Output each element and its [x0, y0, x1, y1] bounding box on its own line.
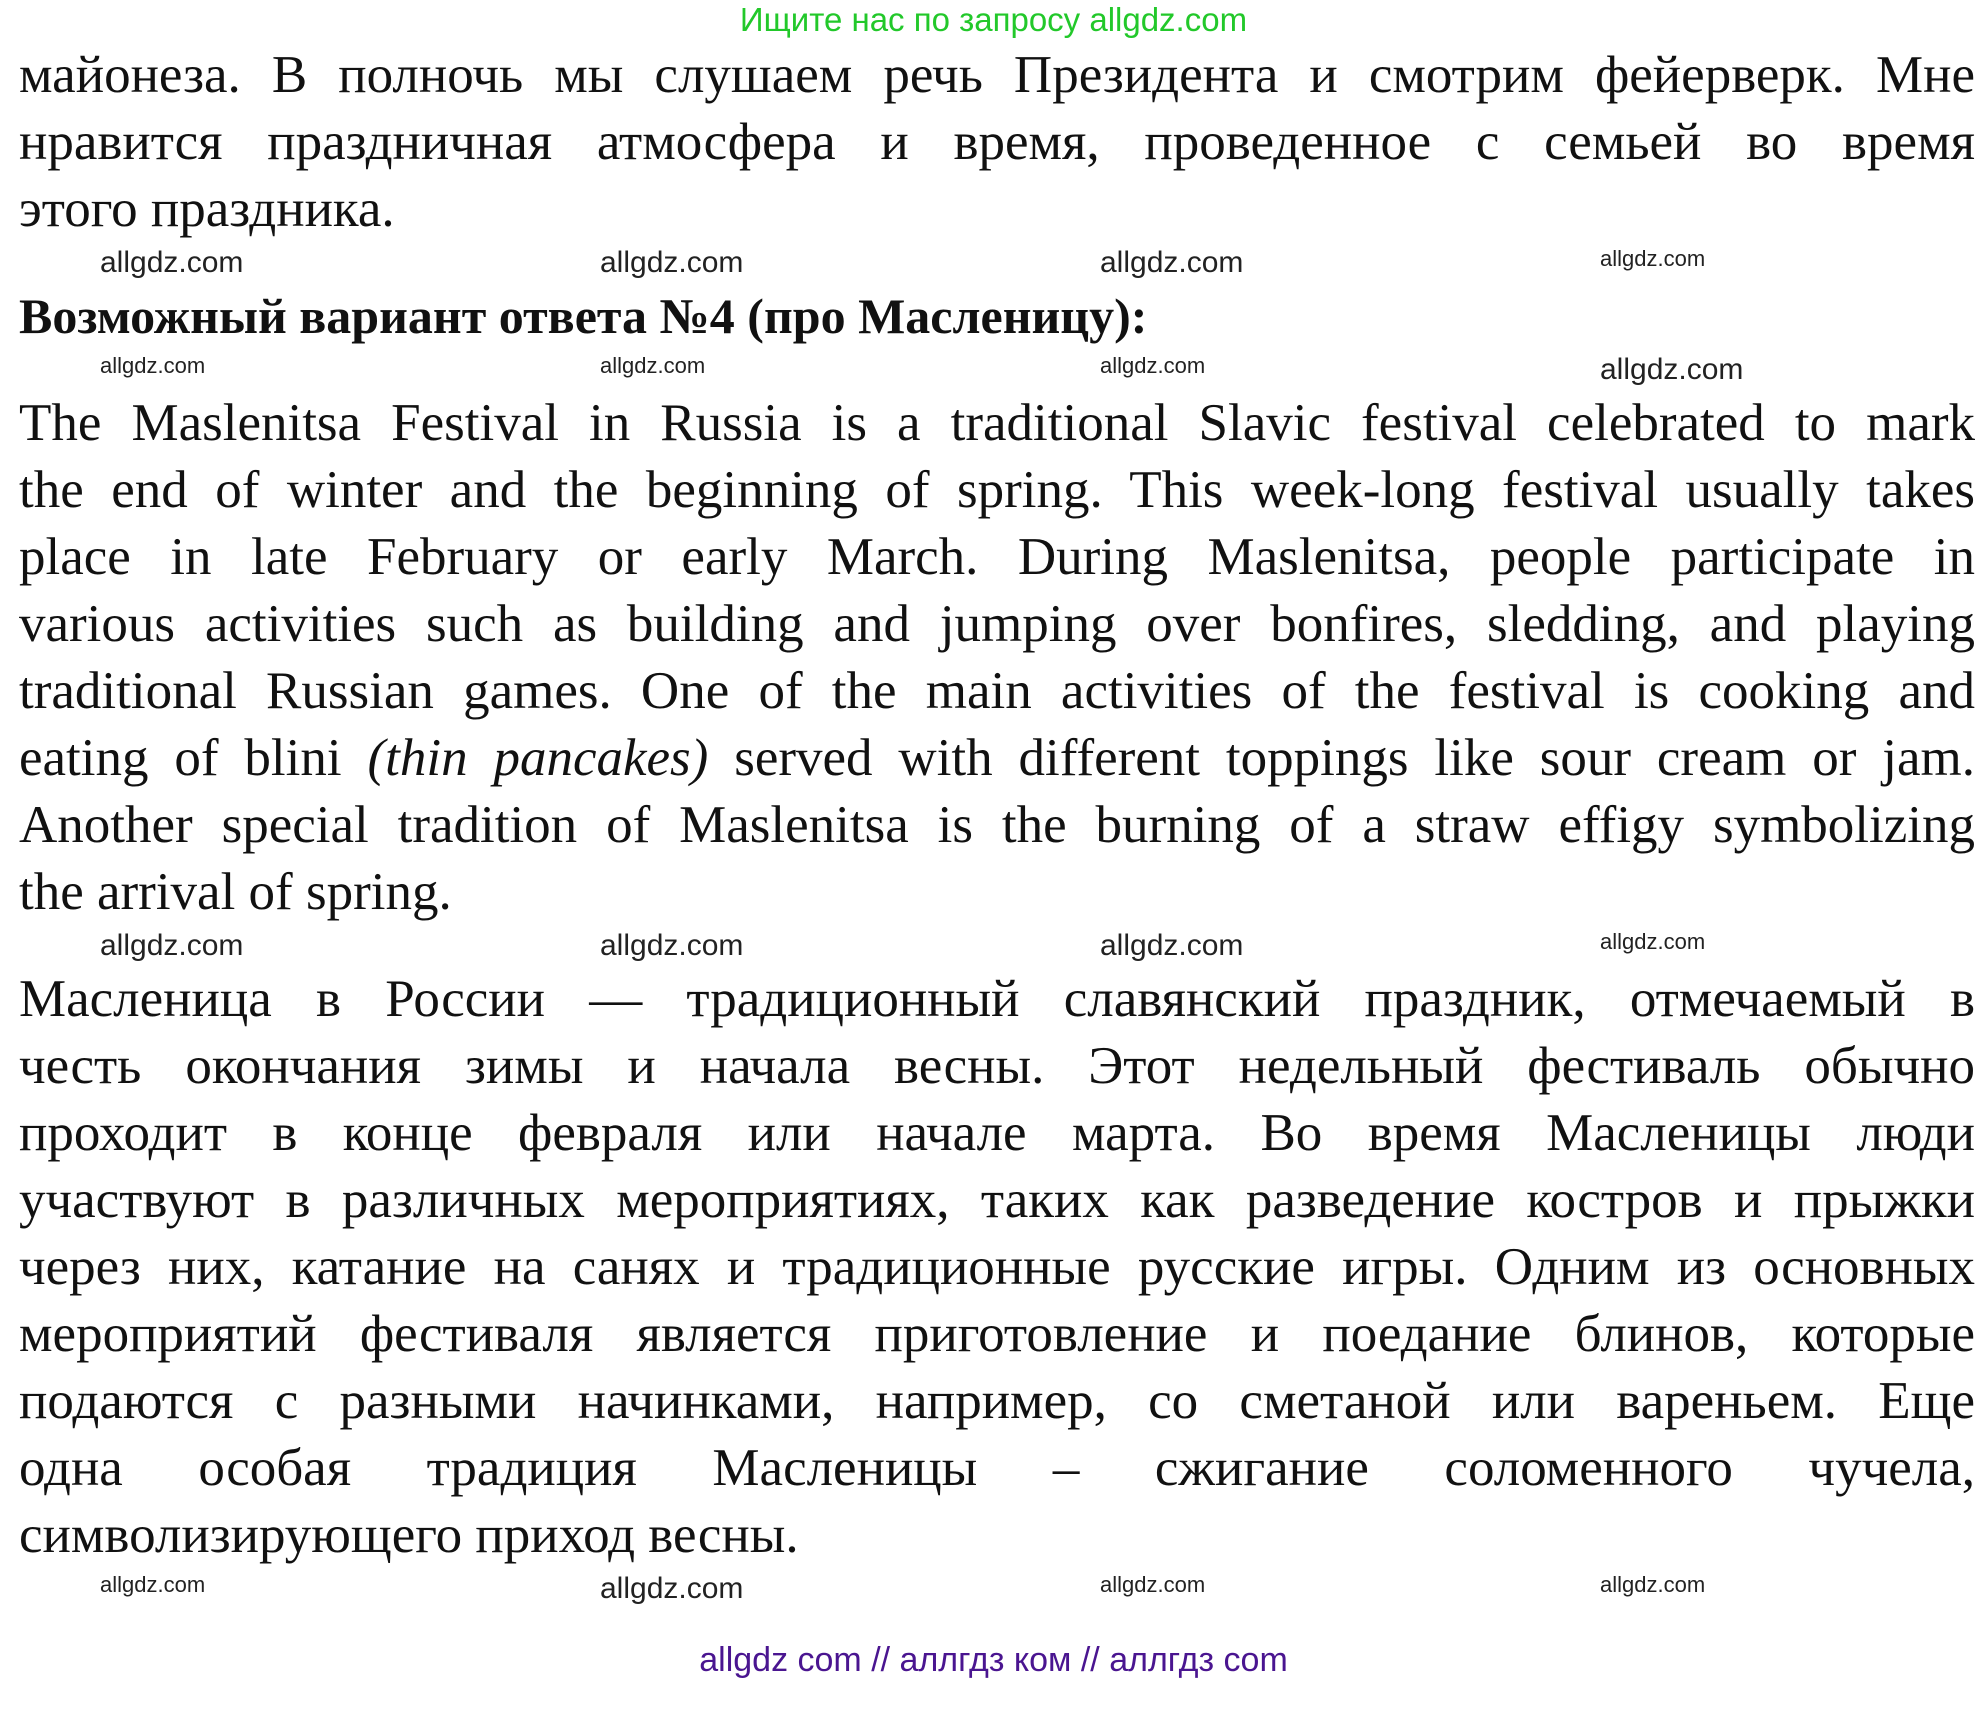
watermark: allgdz.com	[100, 929, 244, 962]
text-line: the arrival of spring.	[19, 863, 452, 921]
footer-links: allgdz com // аллгдз ком // аллгдз com	[699, 1641, 1288, 1679]
text-line: одна особая традиция Масленицы – сжигание соломенного чучела,	[19, 1439, 1975, 1497]
answer-heading: Возможный вариант ответа №4 (про Масленицу):	[19, 288, 1148, 344]
watermark: allgdz.com	[600, 353, 706, 378]
text-segment: served with different toppings like sour cream or jam.	[708, 729, 1975, 787]
text-line: various activities such as building and jumping over bonfires, sledding, and playing	[19, 595, 1975, 653]
watermark: allgdz.com	[1100, 1572, 1206, 1597]
watermark: allgdz.com	[600, 1572, 744, 1605]
text-line: подаются с разными начинками, например, со сметаной или вареньем. Еще	[19, 1372, 1975, 1430]
text-line: traditional Russian games. One of the main activities of the festival is cooking and	[19, 662, 1975, 720]
intro-paragraph	[19, 42, 1975, 243]
search-banner: Ищите нас по запросу allgdz.com	[739, 1, 1248, 38]
text-line: Масленица в России — традиционный славянский праздник, отмечаемый в	[19, 970, 1975, 1028]
text-line: майонеза. В полночь мы слушаем речь Президента и смотрим фейерверк. Мне	[19, 46, 1975, 104]
text-line: the end of winter and the beginning of spring. This week-long festival usually takes	[19, 461, 1975, 519]
watermark: allgdz.com	[1100, 929, 1244, 962]
text-line: place in late February or early March. During Maslenitsa, people participate in	[19, 528, 1975, 586]
watermark: allgdz.com	[1600, 1572, 1706, 1597]
text-line: через них, катание на санях и традиционные русские игры. Одним из основных	[19, 1238, 1975, 1296]
russian-paragraph	[19, 966, 1975, 1569]
text-line: символизирующего приход весны.	[19, 1506, 799, 1564]
watermark: allgdz.com	[1100, 353, 1206, 378]
text-line: проходит в конце февраля или начале марта. Во время Масленицы люди	[19, 1104, 1975, 1162]
text-line: Another special tradition of Maslenitsa is the burning of a straw effigy symbolizing	[19, 796, 1975, 854]
watermark: allgdz.com	[100, 1572, 206, 1597]
text-line: мероприятий фестиваля является приготовление и поедание блинов, которые	[19, 1305, 1975, 1363]
watermark: allgdz.com	[1600, 929, 1706, 954]
english-paragraph	[19, 390, 1975, 926]
watermark: allgdz.com	[100, 353, 206, 378]
text-line: этого праздника.	[19, 180, 395, 238]
text-line: нравится праздничная атмосфера и время, проведенное с семьей во время	[19, 113, 1975, 171]
text-line: The Maslenitsa Festival in Russia is a traditional Slavic festival celebrated to mark	[19, 394, 1975, 452]
watermark: allgdz.com	[100, 246, 244, 279]
text-line	[19, 725, 1975, 792]
watermark: allgdz.com	[1600, 353, 1744, 386]
text-segment: eating of blini	[19, 729, 368, 787]
italic-gloss: (thin pancakes)	[367, 729, 709, 787]
watermark: allgdz.com	[1100, 246, 1244, 279]
watermark: allgdz.com	[600, 246, 744, 279]
watermark: allgdz.com	[600, 929, 744, 962]
text-line: честь окончания зимы и начала весны. Этот недельный фестиваль обычно	[19, 1037, 1975, 1095]
text-line: участвуют в различных мероприятиях, таких как разведение костров и прыжки	[19, 1171, 1975, 1229]
watermark: allgdz.com	[1600, 246, 1706, 271]
